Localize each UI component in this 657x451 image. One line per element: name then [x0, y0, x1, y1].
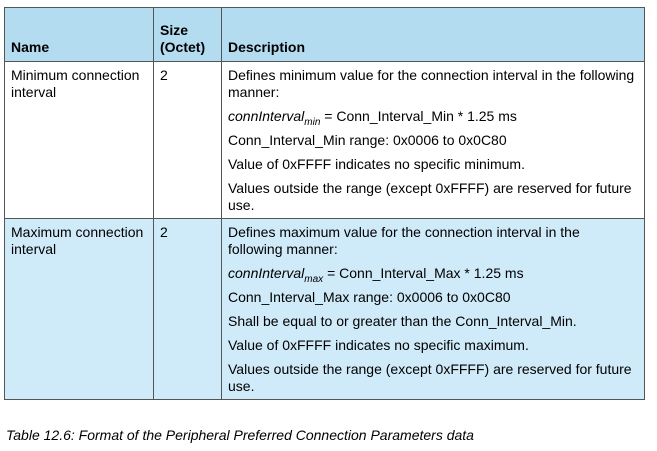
- description-paragraph: Defines maximum value for the connection interval in the following manner:: [228, 224, 580, 257]
- header-size-line2: (Octet): [160, 39, 206, 55]
- formula-variable: connInterval: [228, 265, 305, 281]
- formula-line: [228, 265, 638, 285]
- table-header-row: [5, 8, 645, 62]
- row-description-cell: [222, 219, 645, 400]
- header-name: Name: [5, 8, 154, 62]
- formula-variable: connInterval: [228, 108, 305, 124]
- header-size-line1: Size: [160, 22, 189, 38]
- reserved-paragraph: Values outside the range (except 0xFFFF) are reserved for future use.: [228, 180, 632, 213]
- row-name-cell: [5, 219, 154, 400]
- row-size-cell: [154, 62, 222, 219]
- formula-line: [228, 108, 638, 128]
- sentinel-paragraph: Value of 0xFFFF indicates no specific minimum.: [228, 156, 525, 172]
- row-size: 2: [160, 67, 168, 83]
- row-size: 2: [160, 224, 168, 240]
- header-description: Description: [222, 8, 645, 62]
- sentinel-paragraph: Value of 0xFFFF indicates no specific maximum.: [228, 337, 529, 353]
- constraint-paragraph: Shall be equal to or greater than the Conn_Interval_Min.: [228, 313, 577, 329]
- range-paragraph: Conn_Interval_Min range: 0x0006 to 0x0C80: [228, 132, 507, 148]
- formula-expression: = Conn_Interval_Max * 1.25 ms: [323, 265, 524, 281]
- description-paragraph: Defines minimum value for the connection interval in the following manner:: [228, 67, 635, 100]
- table-row-minimum-interval: [5, 62, 645, 219]
- range-paragraph: Conn_Interval_Max range: 0x0006 to 0x0C80: [228, 289, 511, 305]
- row-name-cell: [5, 62, 154, 219]
- formula-expression: = Conn_Interval_Min * 1.25 ms: [320, 108, 517, 124]
- header-size: [154, 8, 222, 62]
- formula-subscript: max: [304, 274, 324, 285]
- row-description-cell: [222, 62, 645, 219]
- row-name: Minimum connection interval: [11, 67, 140, 100]
- row-name: Maximum connection interval: [11, 224, 144, 257]
- parameters-table: [4, 7, 645, 400]
- table-row-maximum-interval: [5, 219, 645, 400]
- table-caption: Table 12.6: Format of the Peripheral Preferred Connection Parameters data: [6, 427, 474, 443]
- reserved-paragraph: Values outside the range (except 0xFFFF) are reserved for future use.: [228, 361, 632, 394]
- row-size-cell: [154, 219, 222, 400]
- formula-subscript: min: [304, 117, 321, 128]
